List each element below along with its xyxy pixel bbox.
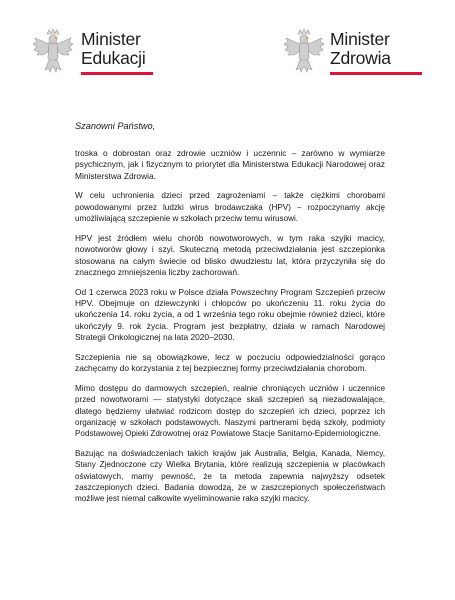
- ministry-name: [81, 30, 146, 68]
- paragraph: HPV jest źródłem wielu chorób nowotworowych, w tym raka szyjki macicy, nowotworów głowy i szyi. Skuteczną metodą przeciwdziałania jest szczepionka stosowana na całym świecie od blisko dwudziestu lat, która przyczyniła się do znacznego zmniejszenia liczby zachorowań.: [75, 232, 385, 277]
- flag-stripe: [81, 72, 153, 75]
- ministry-name-line1: Minister: [330, 29, 390, 49]
- paragraph: Bazując na doświadczeniach takich krajów jak Australia, Belgia, Kanada, Niemcy, Stany Zjednoczone czy Wielka Brytania, które realizują szczepienia w placówkach oświatowych, mamy pewność, że ta metoda zapewnia najwyższy odsetek zaszczepionych dzieci. Badania dowodzą, że w zaszczepionych społeczeństwach możliwe jest niemal całkowite wyeliminowanie raka szyjki macicy.: [75, 449, 385, 504]
- minister-edukacji-logo: [31, 28, 181, 76]
- flag-stripe: [330, 72, 422, 75]
- ministry-name-line2: Edukacji: [81, 48, 146, 68]
- paragraph: troska o dobrostan oraz zdrowie uczniów i uczennic – zarówno w wymiarze psychicznym, jak i fizycznym to priorytet dla Ministerstwa Edukacji Narodowej oraz Ministerstwa Zdrowia.: [75, 148, 385, 181]
- paragraph: Mimo dostępu do darmowych szczepień, realnie chroniących uczniów i uczennice przed nowotworami — statystyki dotyczące skali szczepień są niezadowalające, dlatego będziemy ułatwiać rodzicom dostęp do szczepień ich dzieci, poprzez ich organizację w szkołach podstawowych. Naszymi partnerami będą szkoły, podmioty Podstawowej Opieki Zdrowotnej oraz Powiatowe Stacje Sanitarno-Epidemiologiczne.: [75, 384, 385, 439]
- ministry-name-line1: Minister: [81, 29, 141, 49]
- salutation: Szanowni Państwo,: [75, 121, 156, 131]
- polish-eagle-icon: [31, 28, 75, 76]
- polish-eagle-icon: [282, 28, 326, 76]
- minister-zdrowia-logo: [282, 28, 432, 76]
- paragraph: Od 1 czerwca 2023 roku w Polsce działa Powszechny Program Szczepień przeciw HPV. Obejmuje on dziewczynki i chłopców po ukończeniu 11. roku życia do ukończenia 14. roku życia, a od 1 września tego roku obejmie również dzieci, które ukończyły 9. rok życia. Program jest bezpłatny, działa w ramach Narodowej Strategii Onkologicznej na lata 2020–2030.: [75, 286, 385, 342]
- ministry-name-line2: Zdrowia: [330, 48, 391, 68]
- paragraph: W celu uchronienia dzieci przed zagrożeniami – także ciężkimi chorobami powodowanymi przez ludzki wirus brodawczaka (HPV) – rozpoczynamy akcję umożliwiającą szczepienie w szkołach przeciw temu wirusowi.: [75, 191, 385, 224]
- ministry-name: [330, 30, 391, 68]
- letter-body: [75, 120, 385, 513]
- paragraph: Szczepienia nie są obowiązkowe, lecz w poczuciu odpowiedzialności gorąco zachęcamy do korzystania z tej bezpiecznej formy przeciwdziałania chorobom.: [75, 351, 385, 374]
